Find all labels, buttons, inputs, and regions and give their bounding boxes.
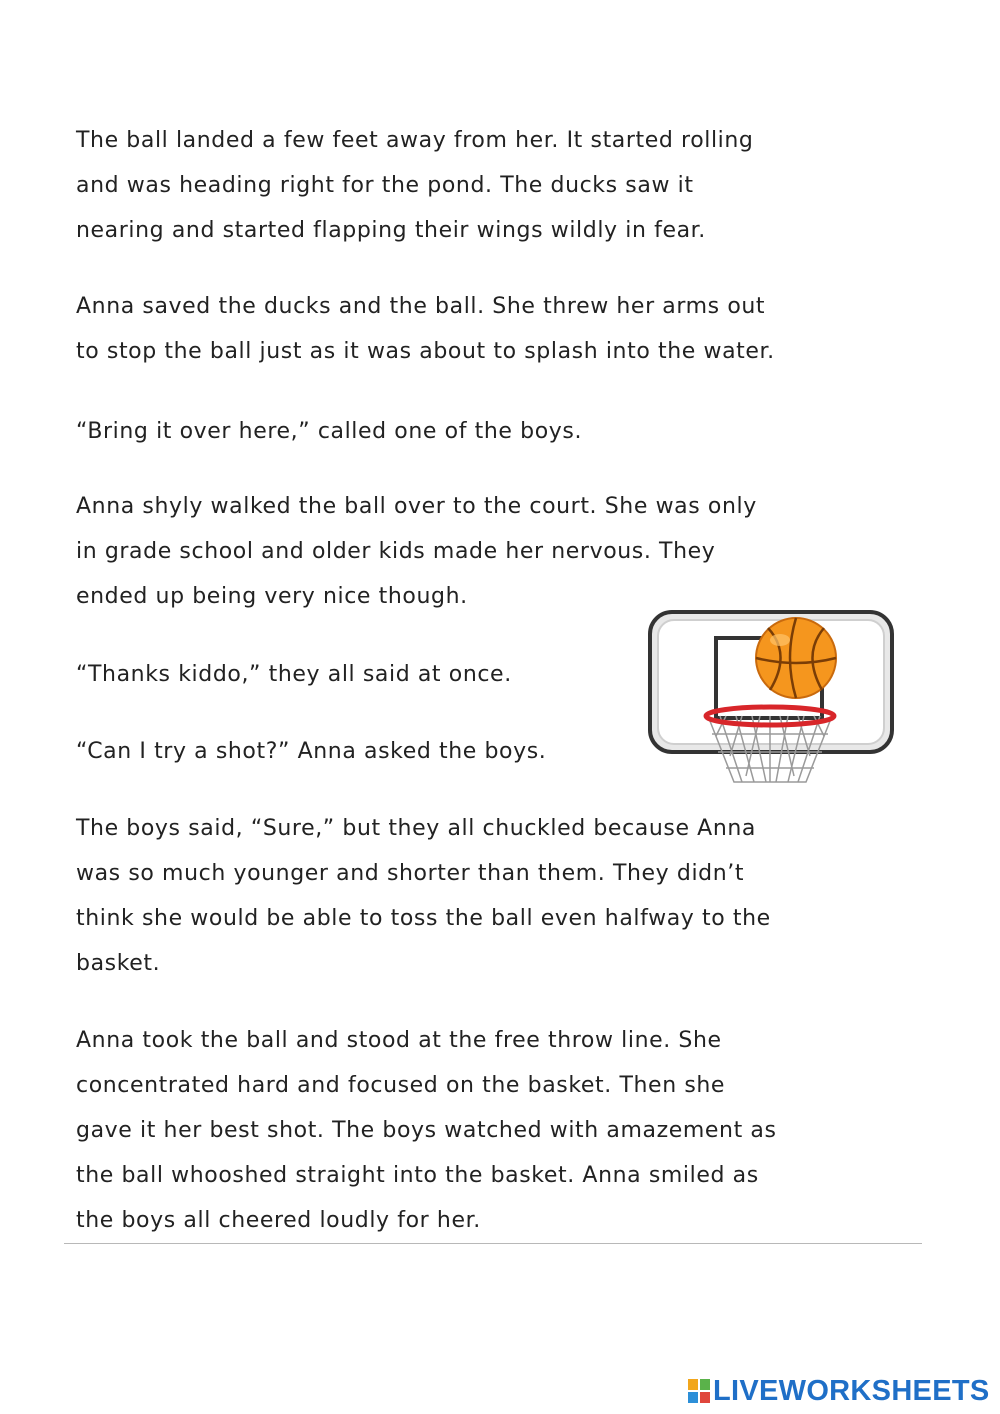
story-paragraph-5: “Thanks kiddo,” they all said at once.: [76, 662, 512, 687]
basketball-icon: [756, 618, 836, 698]
story-paragraph-6: “Can I try a shot?” Anna asked the boys.: [76, 739, 547, 764]
basketball-hoop-icon: [646, 606, 896, 796]
liveworksheets-logo: [688, 1374, 990, 1408]
story-paragraph-1: The ball landed a few feet away from her. It started rolling and was heading right for the pond. The ducks saw it nearing and started flapping their wings wildly in fear.: [76, 128, 754, 243]
story-paragraph-7: The boys said, “Sure,” but they all chuckled because Anna was so much younger and shorter than them. They didn’t think she would be able to toss the ball even halfway to the basket.: [76, 816, 771, 976]
brand-text: LIVEWORKSHEETS: [713, 1374, 990, 1407]
story-paragraph-2: Anna saved the ducks and the ball. She threw her arms out to stop the ball just as it was about to splash into the water.: [76, 294, 775, 364]
footer-divider: [64, 1243, 922, 1244]
liveworksheets-mark-icon: [688, 1379, 710, 1403]
story-paragraph-4: Anna shyly walked the ball over to the court. She was only in grade school and older kids made her nervous. They ended up being very nice though.: [76, 494, 757, 609]
story-paragraph-8: Anna took the ball and stood at the free throw line. She concentrated hard and focused on the basket. Then she gave it her best shot. The boys watched with amazement as the ball whooshed straight into the basket. Anna smiled as the boys all cheered loudly for her.: [76, 1028, 777, 1233]
story-paragraph-3: “Bring it over here,” called one of the boys.: [76, 419, 583, 444]
